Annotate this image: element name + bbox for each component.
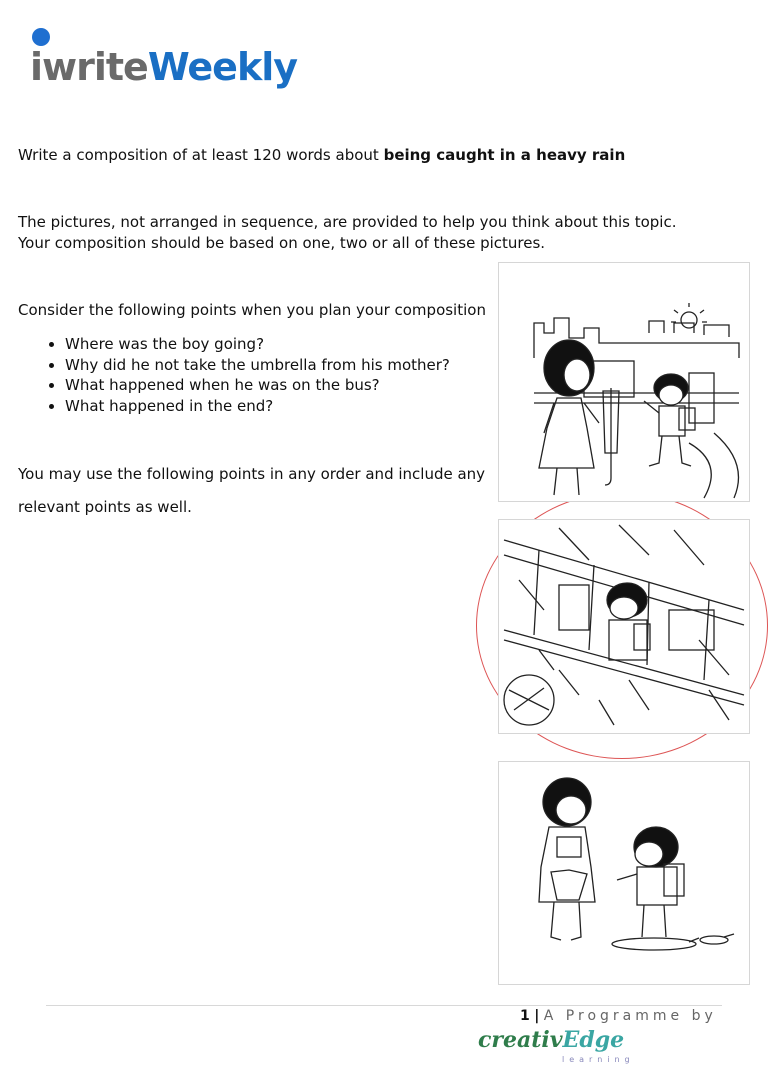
logo-word-iwrite: iwrite (30, 45, 148, 89)
consider-heading: Consider the following points when you plan your composition (18, 301, 486, 319)
picture-boy-returns-wet (498, 761, 750, 985)
picture-boy-on-bus (498, 519, 750, 734)
iwriteweekly-logo (30, 45, 298, 89)
logo-word-weekly: Weekly (147, 45, 298, 89)
picture-boy-leaving-home-illustration (499, 263, 749, 501)
order-note-line2: relevant points as well. (18, 498, 192, 516)
brand-word-creativ: creativ (478, 1027, 563, 1053)
picture-boy-leaving-home (498, 262, 750, 502)
programme-text: A Programme by (543, 1008, 717, 1024)
instruction-topic: being caught in a heavy rain (383, 146, 626, 164)
instruction (18, 145, 625, 165)
guide-points-list (18, 334, 450, 416)
guide-point: • What happened when he was on the bus? (65, 375, 450, 396)
guide-point: • Where was the boy going? (65, 334, 450, 355)
brand-word-edge: Edge (562, 1027, 625, 1053)
pictures-note-line1: The pictures, not arranged in sequence, are provided to help you think about this topic. (18, 213, 677, 231)
page-number: 1 (520, 1008, 530, 1024)
footer-separator: | (534, 1008, 540, 1024)
guide-point: • Why did he not take the umbrella from his mother? (65, 355, 450, 376)
picture-boy-returns-wet-illustration (499, 762, 749, 984)
instruction-lead: Write a composition of at least 120 words about (18, 146, 384, 164)
logo-dot (32, 28, 50, 46)
footer-programme (520, 1008, 717, 1024)
creativedge-logo (478, 1027, 624, 1053)
pictures-note-line2: Your composition should be based on one, two or all of these pictures. (18, 234, 546, 252)
brand-subtitle: learning (562, 1055, 635, 1064)
footer-divider (46, 1005, 722, 1006)
picture-boy-on-bus-illustration (499, 520, 749, 733)
guide-point: • What happened in the end? (65, 396, 450, 417)
order-note-line1: You may use the following points in any order and include any (18, 465, 486, 483)
